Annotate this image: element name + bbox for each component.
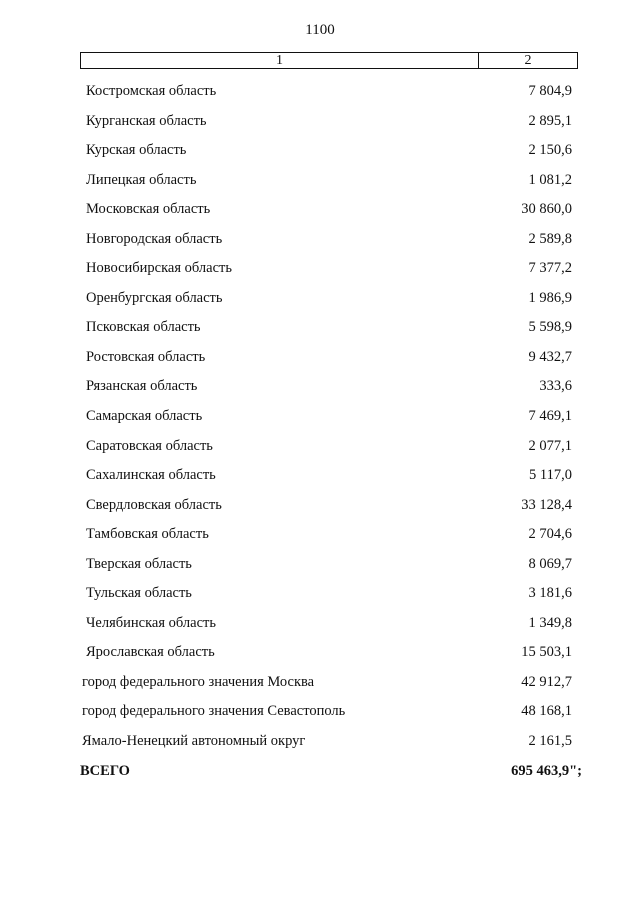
region-name: Московская область <box>86 201 211 218</box>
page-number: 1100 <box>305 22 335 38</box>
amount-value: 333,6 <box>539 378 572 395</box>
region-name: Свердловская область <box>86 496 222 513</box>
amount-value: 2 895,1 <box>528 112 572 129</box>
table-row <box>0 228 640 258</box>
table-header <box>80 52 578 69</box>
amount-value: 1 349,8 <box>528 614 572 631</box>
table-row <box>0 110 640 140</box>
table-row <box>0 257 640 287</box>
table-row <box>0 139 640 169</box>
amount-value: 3 181,6 <box>528 585 572 602</box>
region-name: Новгородская область <box>86 230 223 247</box>
table-row <box>0 287 640 317</box>
table-row <box>0 375 640 405</box>
amount-value: 2 150,6 <box>528 142 572 159</box>
table-row <box>0 198 640 228</box>
region-name: Курганская область <box>86 112 207 129</box>
amount-value: 7 804,9 <box>528 83 572 99</box>
table-row <box>0 169 640 199</box>
amount-value: 9 432,7 <box>528 348 572 365</box>
region-name: Псковская область <box>86 319 201 336</box>
amount-value: 2 589,8 <box>528 230 572 247</box>
amount-value: 15 503,1 <box>521 644 572 661</box>
table-row <box>0 730 640 760</box>
amount-value: 5 598,9 <box>528 319 572 336</box>
amount-value: 1 986,9 <box>528 289 572 306</box>
amount-value: 7 377,2 <box>528 260 572 277</box>
table-row <box>0 700 640 730</box>
amount-value: 42 912,7 <box>521 673 572 690</box>
total-row <box>0 760 640 790</box>
region-name: Тульская область <box>86 585 192 602</box>
region-name: Ярославская область <box>86 644 215 661</box>
region-name: Ростовская область <box>86 348 206 365</box>
table-row <box>0 494 640 524</box>
amount-value: 8 069,7 <box>528 555 572 572</box>
region-name: Саратовская область <box>86 437 213 454</box>
amount-value: 2 704,6 <box>528 526 572 543</box>
region-name: Оренбургская область <box>86 289 223 306</box>
table-row <box>0 464 640 494</box>
region-name: Тверская область <box>86 555 192 572</box>
amount-value: 2 077,1 <box>528 437 572 454</box>
region-name: Сахалинская область <box>86 467 216 484</box>
amount-value: 5 117,0 <box>529 467 572 484</box>
table-row <box>0 346 640 376</box>
region-name: Липецкая область <box>86 171 197 188</box>
table-row <box>0 80 640 110</box>
table-row <box>0 582 640 612</box>
amount-value: 30 860,0 <box>521 201 572 218</box>
amount-value: 33 128,4 <box>521 496 572 513</box>
region-name: Самарская область <box>86 408 203 425</box>
table-row <box>0 553 640 583</box>
table-row <box>0 671 640 701</box>
column-header-1: 1 <box>81 53 479 68</box>
table-row <box>0 405 640 435</box>
region-name: Челябинская область <box>86 614 216 631</box>
region-name: город федерального значения Севастополь <box>82 703 346 720</box>
region-name: Ямало-Ненецкий автономный округ <box>82 733 306 750</box>
region-name: Костромская область <box>86 83 217 99</box>
region-name: Курская область <box>86 142 187 159</box>
column-header-2: 2 <box>524 53 532 68</box>
table-row <box>0 523 640 553</box>
region-name: Новосибирская область <box>86 260 232 277</box>
table-row <box>0 316 640 346</box>
table-body <box>0 80 640 789</box>
amount-value: 48 168,1 <box>521 703 572 720</box>
region-name: Тамбовская область <box>86 526 209 543</box>
total-amount: 695 463,9"; <box>511 762 582 779</box>
amount-value: 2 161,5 <box>528 733 572 750</box>
table-row <box>0 612 640 642</box>
amount-value: 1 081,2 <box>528 171 572 188</box>
region-name: город федерального значения Москва <box>82 673 315 690</box>
amount-value: 7 469,1 <box>528 408 572 425</box>
region-name: Рязанская область <box>86 378 198 395</box>
table-row <box>0 641 640 671</box>
total-label: ВСЕГО <box>80 762 130 779</box>
table-row <box>0 435 640 465</box>
